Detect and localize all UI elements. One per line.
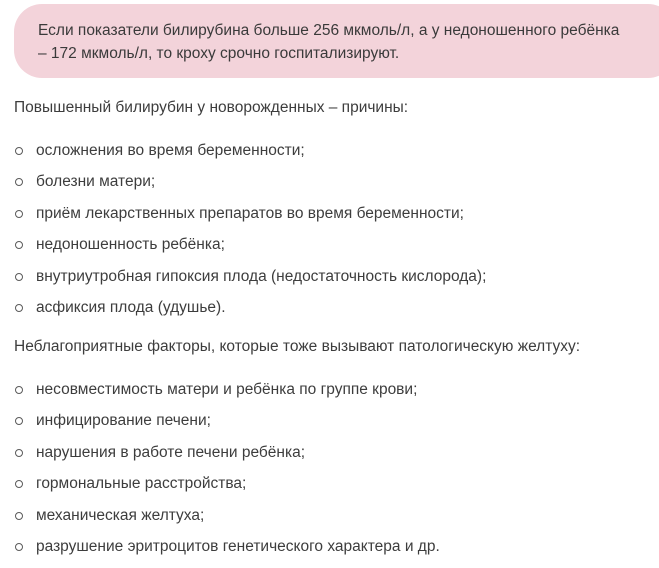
circle-bullet-icon — [15, 273, 23, 281]
list-item — [0, 411, 440, 442]
list-item-text: инфицирование печени; — [36, 412, 211, 430]
list-item-text: гормональные расстройства; — [36, 475, 247, 493]
factors-heading: Неблагоприятные факторы, которые тоже вызывают патологическую желтуху: — [14, 338, 581, 355]
list-item — [0, 298, 486, 329]
list-item-text: осложнения во время беременности; — [36, 142, 305, 159]
list-item — [0, 474, 440, 505]
list-item-text: нарушения в работе печени ребёнка; — [36, 443, 306, 461]
list-item-text: асфиксия плода (удушье). — [36, 298, 226, 316]
callout-line-2: – 172 мкмоль/л, то кроху срочно госпитализируют. — [38, 45, 400, 62]
causes-heading: Повышенный билирубин у новорожденных – причины: — [14, 99, 409, 116]
list-item — [0, 537, 440, 568]
highlight-callout — [14, 4, 659, 78]
circle-bullet-icon — [15, 178, 23, 186]
callout-line-1: Если показатели билирубина больше 256 мкмоль/л, а у недоношенного ребёнка — [38, 22, 620, 39]
circle-bullet-icon — [15, 147, 23, 155]
factors-list — [0, 380, 440, 568]
list-item — [0, 443, 440, 474]
list-item-text: недоношенность ребёнка; — [36, 236, 225, 254]
list-item-text: механическая желтуха; — [36, 506, 205, 524]
circle-bullet-icon — [15, 304, 23, 312]
list-item — [0, 380, 440, 411]
circle-bullet-icon — [15, 512, 23, 520]
list-item-text: внутриутробная гипоксия плода (недостаточность кислорода); — [36, 267, 487, 285]
list-item — [0, 235, 486, 266]
list-item — [0, 267, 486, 298]
circle-bullet-icon — [15, 449, 23, 457]
circle-bullet-icon — [15, 543, 23, 551]
causes-list — [0, 141, 486, 329]
list-item — [0, 172, 486, 203]
list-item — [0, 506, 440, 537]
circle-bullet-icon — [15, 241, 23, 249]
list-item-text: разрушение эритроцитов генетического характера и др. — [36, 537, 440, 555]
circle-bullet-icon — [15, 210, 23, 218]
list-item-text: несовместимость матери и ребёнка по группе крови; — [36, 381, 418, 398]
circle-bullet-icon — [15, 480, 23, 488]
list-item — [0, 141, 486, 172]
list-item-text: приём лекарственных препаратов во время беременности; — [36, 204, 464, 222]
list-item — [0, 204, 486, 235]
list-item-text: болезни матери; — [36, 173, 156, 191]
circle-bullet-icon — [15, 417, 23, 425]
circle-bullet-icon — [15, 386, 23, 394]
